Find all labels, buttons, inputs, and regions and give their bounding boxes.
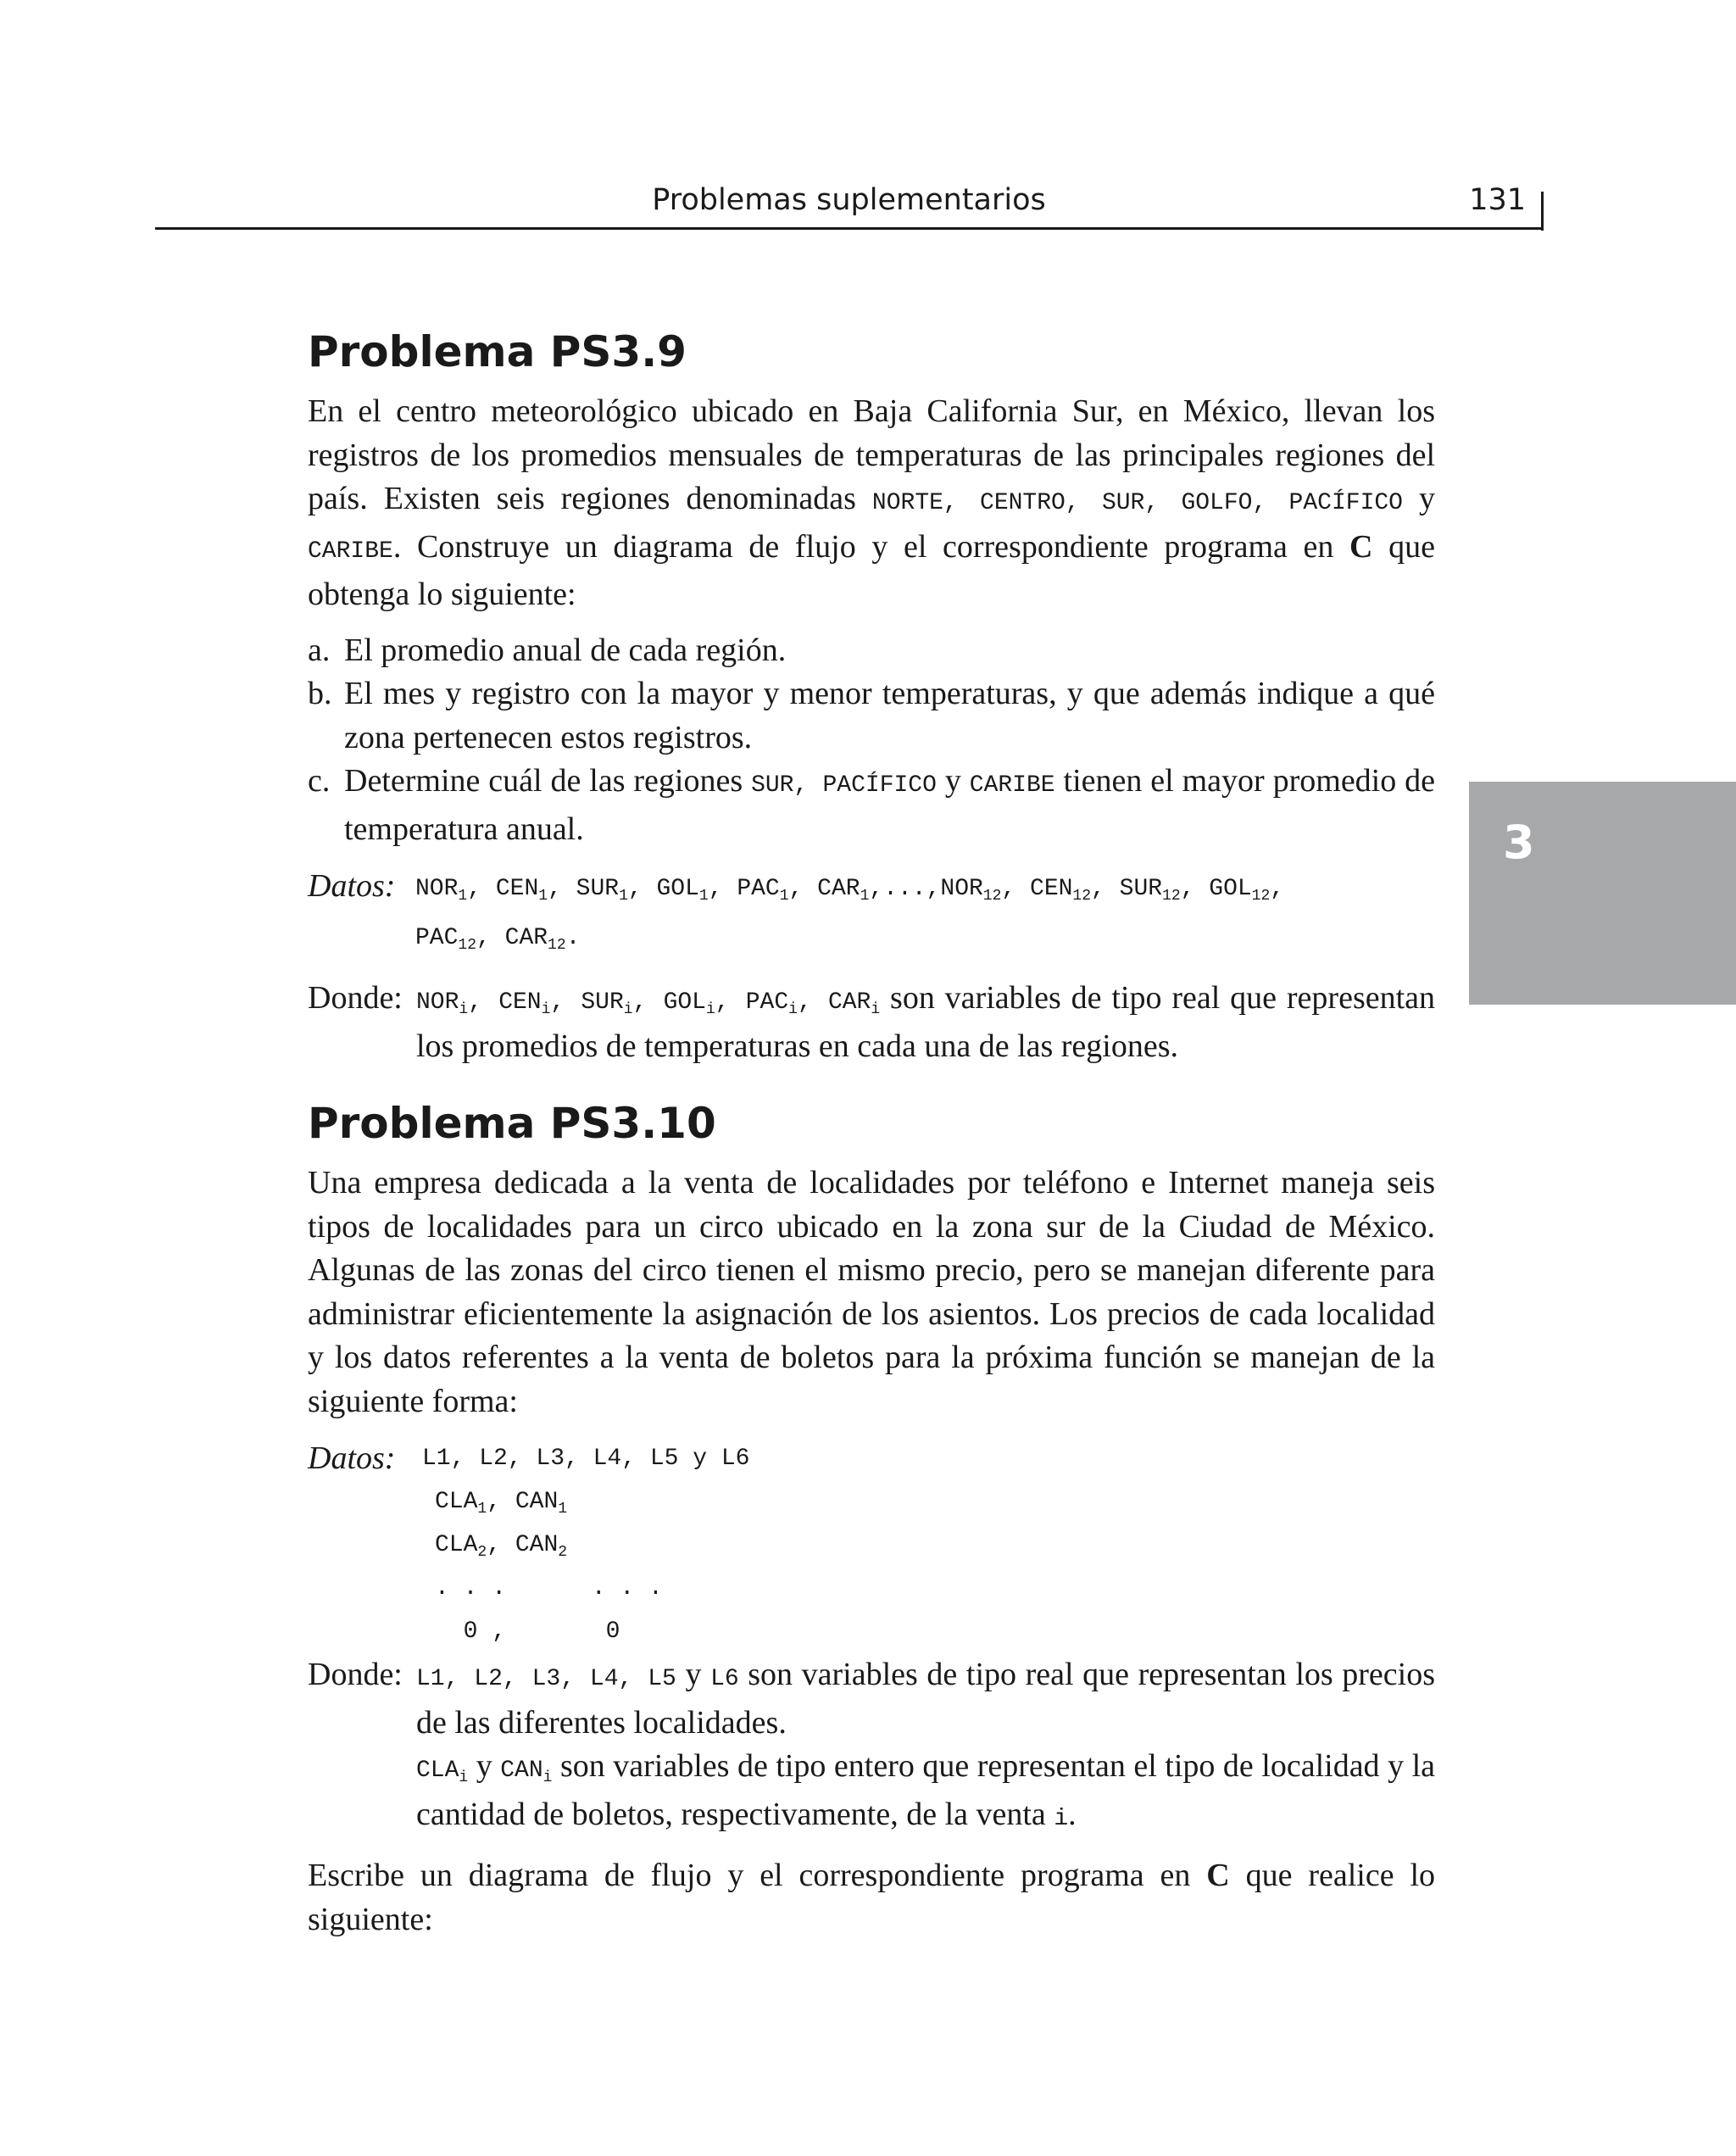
page-content: [308, 322, 1435, 1942]
list-item: [308, 672, 1435, 760]
statement-text: que obtenga lo siguiente:: [308, 528, 1435, 612]
donde-text: son variables de tipo real que representan los promedios de temperaturas en cada una de las regiones.: [416, 980, 1436, 1064]
datos-table: [308, 1437, 1435, 1653]
statement-text: En el centro meteorológico ubicado en Baja California Sur, en México, llevan los registros de los promedios mensuales de temperaturas de las principales regiones del país. Existen seis regiones denominadas: [308, 393, 1435, 516]
datos-label: Datos:: [308, 868, 396, 904]
donde-block: [308, 1653, 1435, 1841]
item-code: SUR, PACÍFICO: [751, 772, 937, 799]
item-text: El mes y registro con la mayor y menor temperaturas, y que además indique a qué zona pertenecen estos registros.: [344, 676, 1435, 755]
requirements-list: [308, 629, 1435, 852]
running-header: [155, 176, 1543, 229]
datos-block: [308, 865, 1435, 963]
item-text: y: [936, 763, 970, 799]
language-name: C: [1349, 528, 1373, 565]
donde-code: L1, L2, L3, L4, L5: [416, 1666, 676, 1692]
datos-line: $CLA_2$, $CAN_2$: [435, 1532, 568, 1561]
item-label: b.: [308, 676, 332, 711]
region-name: CARIBE: [308, 538, 393, 565]
donde-code: $CAN_i$: [500, 1758, 553, 1786]
donde-code: $CLA_i$: [416, 1758, 469, 1786]
statement-text: . Construye un diagrama de flujo y el correspondiente programa en: [392, 528, 1350, 565]
datos-label: Datos:: [308, 1440, 396, 1476]
region-names: NORTE, CENTRO, SUR, GOLFO, PACÍFICO: [871, 490, 1403, 516]
datos-line: 0 , 0: [435, 1618, 620, 1645]
chapter-number: 3: [1503, 816, 1535, 869]
donde-label: Donde:: [308, 980, 403, 1016]
list-item: [308, 760, 1435, 851]
list-item: [308, 629, 1435, 673]
donde-block: [308, 977, 1435, 1068]
donde-text: son variables de tipo real que representan los precios de las diferentes localidades.: [416, 1657, 1436, 1741]
problem-title: Problema PS3.10: [308, 1099, 716, 1148]
donde-line-2: $CLA_i$ y $CAN_i$ son variables de tipo entero que representan el tipo de localidad y la cantidad de boletos, respectivamente, de la venta i.: [416, 1748, 1435, 1832]
closing-statement: [308, 1854, 1435, 1942]
header-rule: [155, 227, 1543, 230]
datos-line: L1, L2, L3, L4, L5 y L6: [422, 1446, 750, 1472]
item-code: CARIBE: [969, 772, 1055, 799]
chapter-tab: [1469, 782, 1736, 1005]
item-label: a.: [308, 632, 331, 668]
language-name: C: [1206, 1858, 1230, 1893]
statement-text: y: [1402, 481, 1435, 516]
datos-block: [308, 1437, 1435, 1653]
donde-variables: $NOR_i$, $CEN_i$, $SUR_i$, $GOL_i$, $PAC_i$, $CAR_i$: [416, 989, 881, 1018]
problem-statement: Una empresa dedicada a la venta de localidades por teléfono e Internet maneja seis tipos de localidades para un circo ubicado en la zona sur de la Ciudad de México. Algunas de las zonas del circo tienen el mismo precio, pero se manejan diferente para administrar eficientemente la asignación de los asientos. Los precios de cada localidad y los datos referentes a la venta de boletos para la próxima función se manejan de la siguiente forma:: [308, 1165, 1435, 1419]
closing-text: Escribe un diagrama de flujo y el correspondiente programa en: [308, 1858, 1207, 1893]
item-label: c.: [308, 763, 331, 799]
datos-variables: $NOR_1$, $CEN_1$, $SUR_1$, $GOL_1$, $PAC_1$, $CAR_1,...,NOR_{12}$, $CEN_{12}$, $SUR_{12}$, $GOL_{12}$, $PAC_{12}$, $CAR_{12}$.: [415, 876, 1285, 954]
donde-label: Donde:: [308, 1657, 403, 1692]
item-text: El promedio anual de cada región.: [344, 632, 787, 668]
datos-line: $CLA_1$, $CAN_1$: [435, 1489, 568, 1518]
header-tick: [1541, 192, 1544, 231]
donde-code: L6: [710, 1666, 739, 1692]
problem-statement: [308, 390, 1435, 617]
problem-title: Problema PS3.9: [308, 327, 687, 376]
datos-line: . . . . . .: [435, 1575, 663, 1602]
donde-text: y: [676, 1657, 711, 1692]
running-title: Problemas suplementarios: [652, 183, 1046, 217]
page-number: 131: [1469, 183, 1526, 217]
donde-text: son variables de tipo entero que representan el tipo de localidad y la cantidad de boletos, respectivamente, de la venta: [416, 1748, 1435, 1832]
item-text: tienen el mayor promedio de temperatura anual.: [344, 763, 1436, 847]
item-text: Determine cuál de las regiones: [344, 763, 752, 799]
closing-text: que realice lo siguiente:: [308, 1858, 1435, 1937]
donde-code: i: [1054, 1805, 1069, 1832]
